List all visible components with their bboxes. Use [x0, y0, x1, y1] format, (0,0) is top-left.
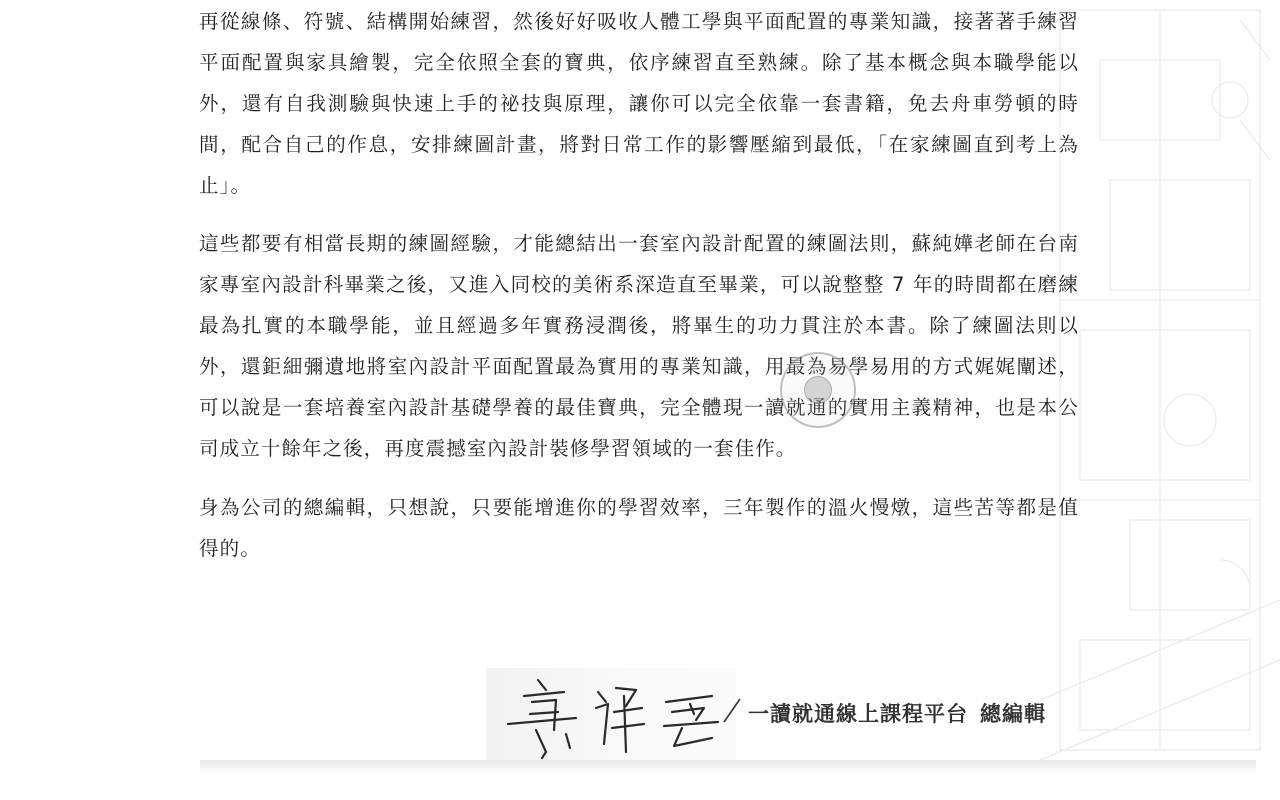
- article-body: [199, 0, 1079, 569]
- paragraph: 這些都要有相當長期的練圖經驗，才能總結出一套室內設計配置的練圖法則，蘇純嬅老師在台南家專室內設計科畢業之後，又進入同校的美術系深造直至畢業，可以說整整 7 年的時間都在磨練最為扎實的本職學能，並且經過多年實務浸潤後，將畢生的功力貫注於本書。除了練圖法則以外，還鉅細彌遺地將室內設計平面配置最為實用的專業知識，用最為易學易用的方式娓娓闡述，可以說是一套培養室內設計基礎學養的最佳寶典，完全體現一讀就通的實用主義精神，也是本公司成立十餘年之後，再度震撼室內設計裝修學習領域的一套佳作。: [199, 232, 1079, 460]
- paragraph: 再從線條、符號、結構開始練習，然後好好吸收人體工學與平面配置的專業知識，接著著手練習平面配置與家具繪製，完全依照全套的寶典，依序練習直至熟練。除了基本概念與本職學能以外，還有自我測驗與快速上手的祕技與原理，讓你可以完全依靠一套書籍，免去舟車勞頓的時間，配合自己的作息，安排練圖計畫，將對日常工作的影響壓縮到最低，「在家練圖直到考上為止」。: [199, 10, 1079, 197]
- signature-block: [486, 668, 1086, 760]
- editor-role: 總編輯: [980, 701, 1046, 726]
- touch-cursor-dot-icon: [804, 376, 832, 404]
- slash-divider-icon: [722, 696, 742, 726]
- handwritten-signature-icon: [486, 668, 736, 760]
- editor-title: [748, 698, 1046, 728]
- bottom-divider: [200, 760, 1256, 774]
- paragraph: 身為公司的總編輯，只想說，只要能增進你的學習效率，三年製作的溫火慢燉，這些苦等都是值得的。: [199, 496, 1079, 560]
- platform-name: 一讀就通線上課程平台: [748, 701, 968, 726]
